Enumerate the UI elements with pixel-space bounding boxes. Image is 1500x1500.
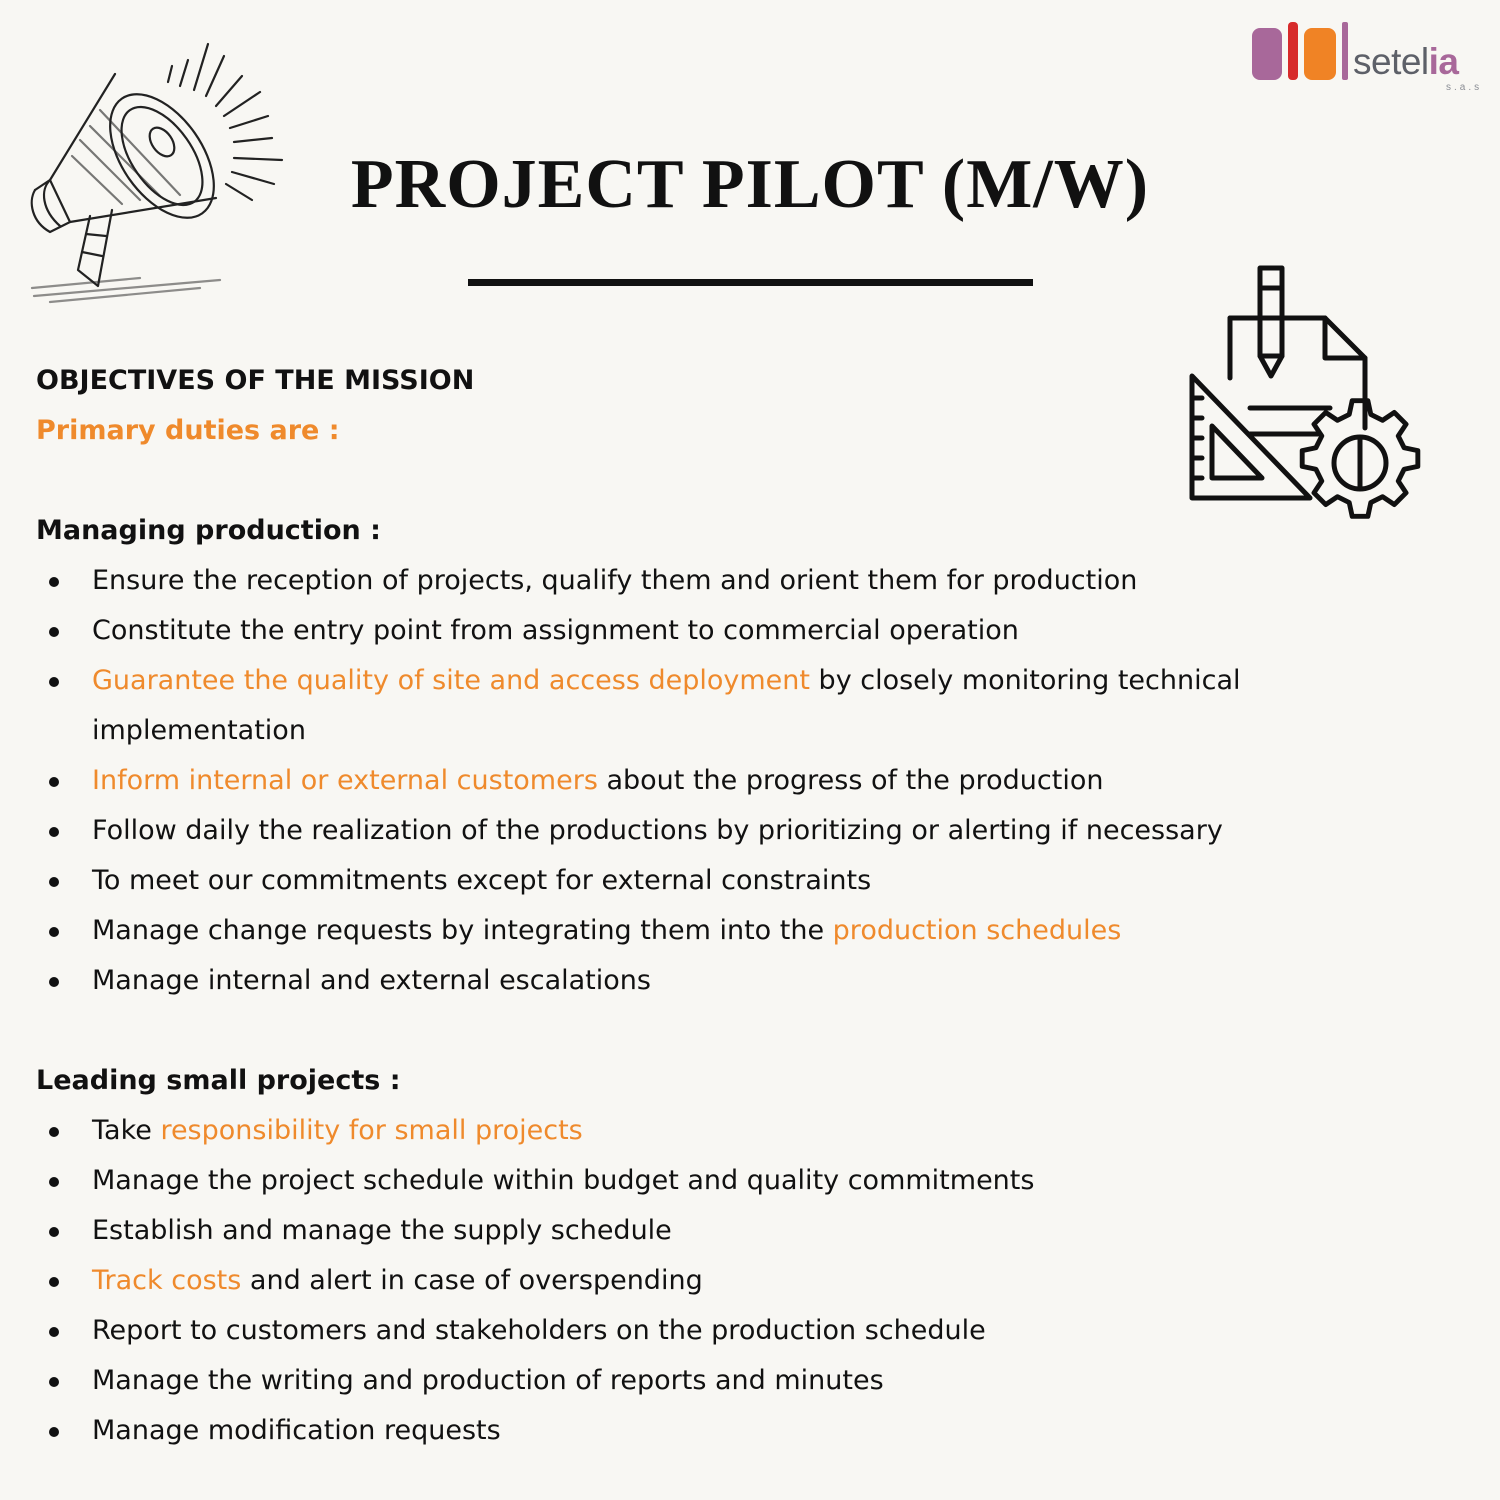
list-item [36, 1156, 1456, 1206]
item-text: Manage the writing and production of reports and minutes [92, 1365, 884, 1396]
item-text: Manage change requests by integrating them into the [92, 915, 833, 946]
design-tools-icon [1180, 258, 1435, 538]
item-text: Manage modification requests [92, 1415, 501, 1446]
highlighted-text: responsibility for small projects [160, 1115, 583, 1146]
list-item [36, 806, 1456, 856]
list-item [36, 1406, 1456, 1456]
item-text: Take [92, 1115, 161, 1146]
logo-bar [1252, 28, 1282, 80]
list-item [36, 1106, 1456, 1156]
logo-bar [1288, 22, 1298, 80]
item-text: Manage internal and external escalations [92, 965, 651, 996]
list-item [36, 656, 1456, 756]
item-text: Ensure the reception of projects, qualify them and orient them for production [92, 565, 1138, 596]
section-title-leading-small-projects: Leading small projects : [36, 1065, 401, 1096]
list-item [36, 756, 1456, 806]
highlighted-text: Guarantee the quality of site and access deployment [92, 665, 810, 696]
section-title-managing-production: Managing production : [36, 515, 381, 546]
highlighted-text: Inform internal or external customers [92, 765, 598, 796]
logo-wordmark [1353, 42, 1459, 82]
item-text: Report to customers and stakeholders on the production schedule [92, 1315, 986, 1346]
list-item [36, 606, 1456, 656]
list-item [36, 1306, 1456, 1356]
list-item [36, 906, 1456, 956]
item-text: Manage the project schedule within budget and quality commitments [92, 1165, 1035, 1196]
list-item [36, 856, 1456, 906]
item-text: Follow daily the realization of the productions by prioritizing or alerting if necessary [92, 815, 1223, 846]
highlighted-text: production schedules [832, 915, 1122, 946]
item-text: by closely monitoring technical implementation [92, 665, 1241, 746]
logo-bar [1304, 28, 1336, 80]
logo-name-main: setel [1353, 41, 1429, 82]
highlighted-text: Track costs [92, 1265, 242, 1296]
list-item [36, 1356, 1456, 1406]
logo-bar [1342, 22, 1348, 80]
list-item [36, 1206, 1456, 1256]
list-item [36, 1256, 1456, 1306]
list-item [36, 556, 1456, 606]
primary-duties-label: Primary duties are : [36, 415, 340, 446]
item-text: Establish and manage the supply schedule [92, 1215, 672, 1246]
logo-suffix: s.a.s [1446, 82, 1483, 93]
item-text: To meet our commitments except for external constraints [92, 865, 872, 896]
page-title: PROJECT PILOT (M/W) [350, 146, 1150, 223]
item-text: Constitute the entry point from assignment to commercial operation [92, 615, 1019, 646]
objectives-heading: OBJECTIVES OF THE MISSION [36, 365, 475, 396]
company-logo [1250, 22, 1490, 97]
managing-production-list [36, 556, 1456, 1006]
item-text: and alert in case of overspending [241, 1265, 703, 1296]
leading-small-projects-list [36, 1106, 1456, 1456]
title-underline [468, 279, 1033, 286]
item-text: about the progress of the production [597, 765, 1104, 796]
list-item [36, 956, 1456, 1006]
logo-name-accent: ia [1428, 41, 1459, 82]
